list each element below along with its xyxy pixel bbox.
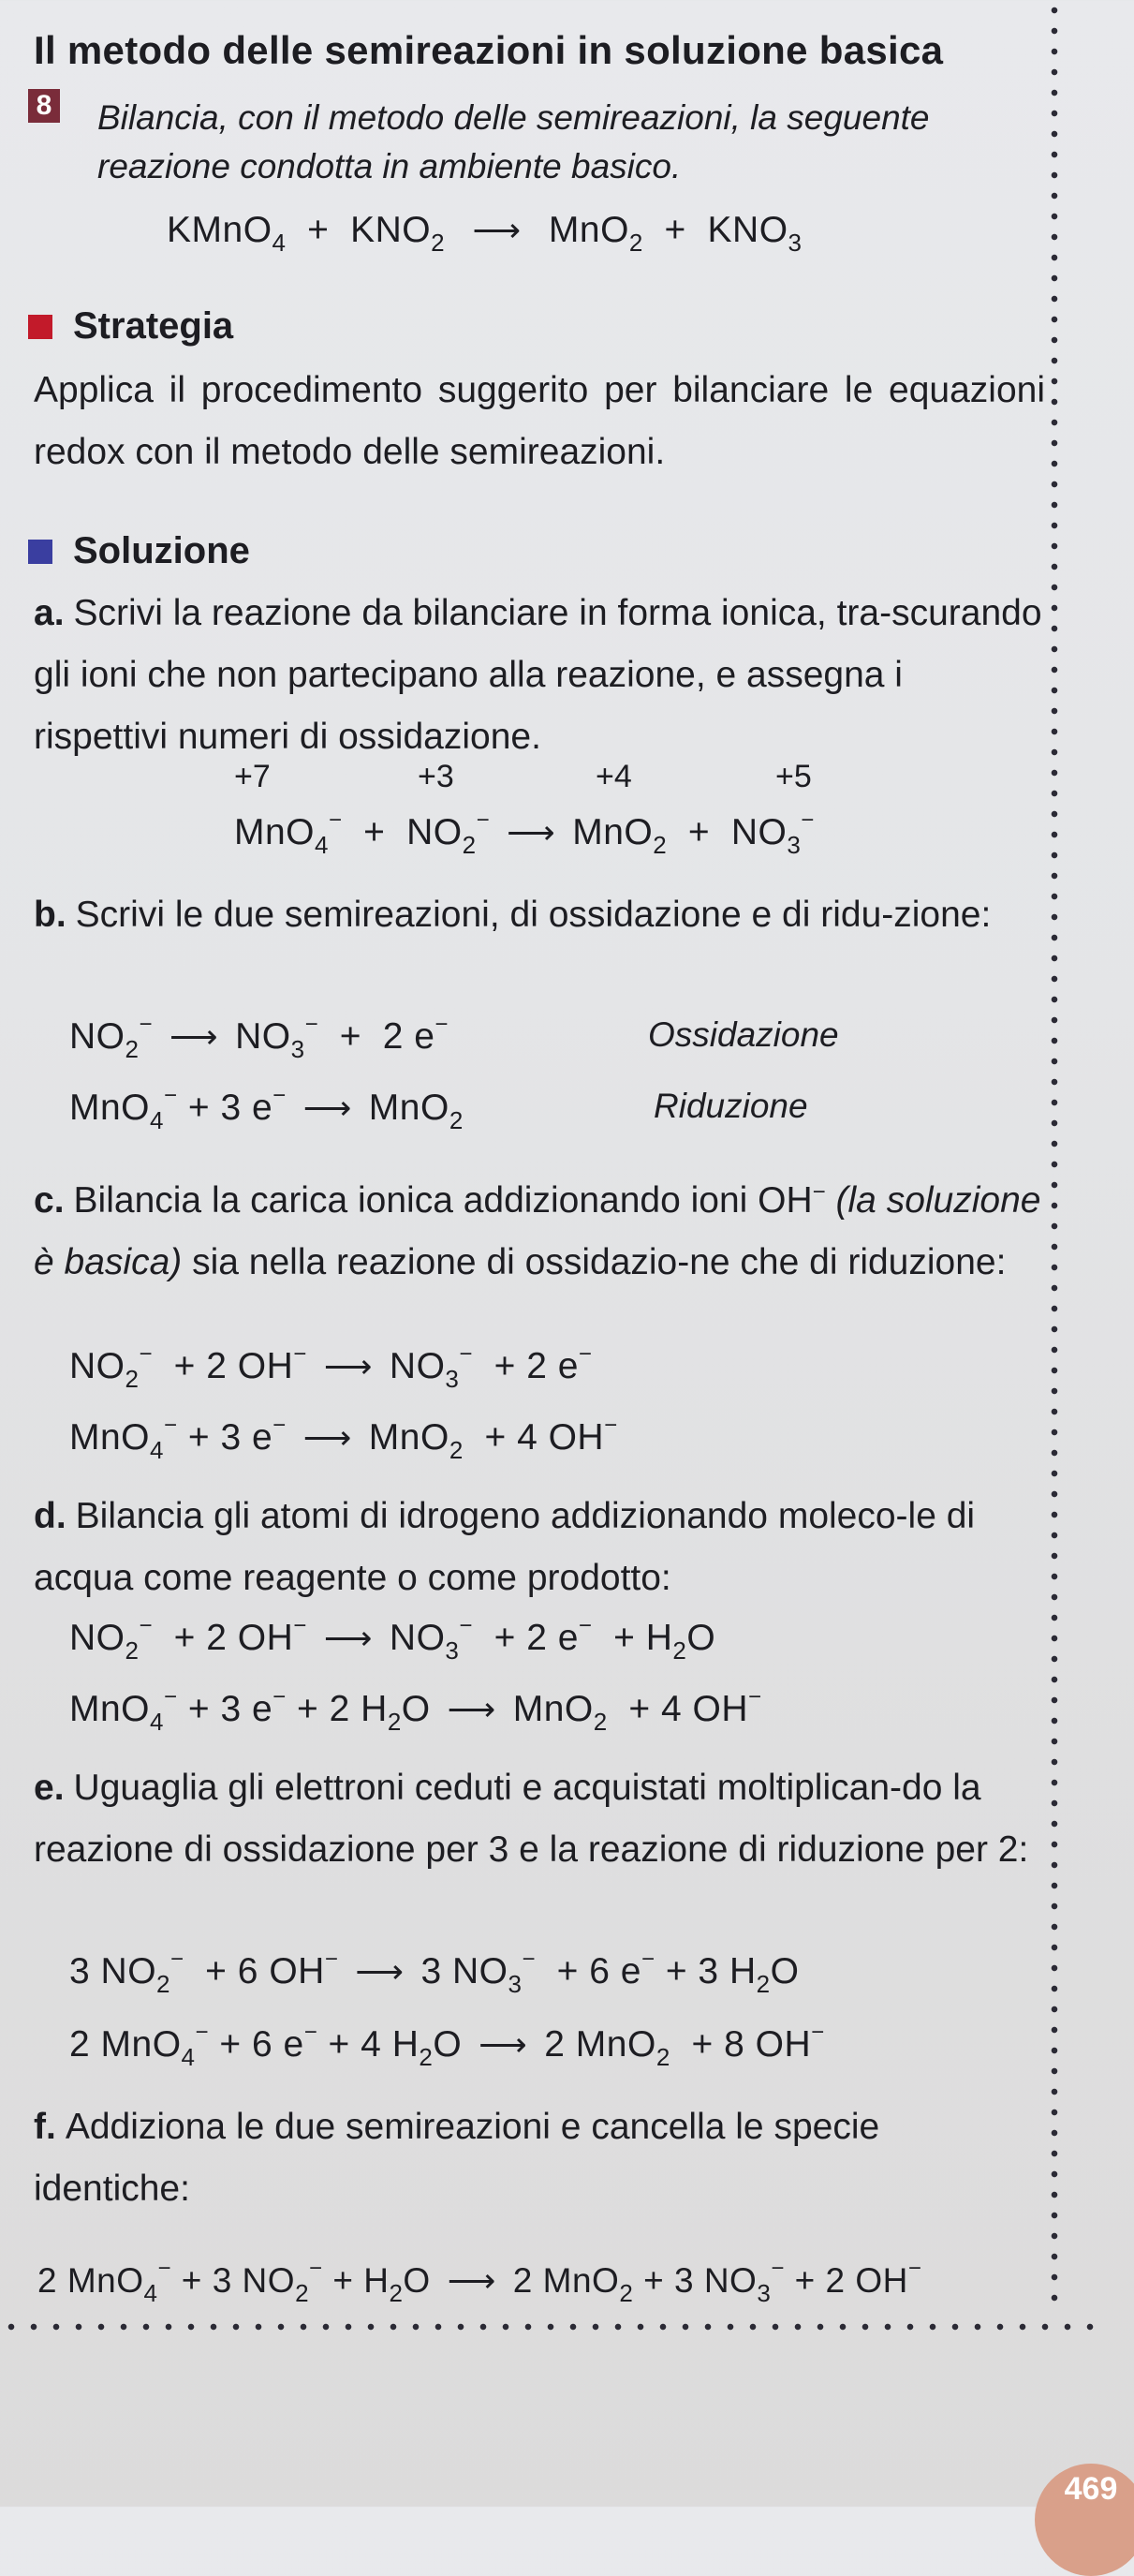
ox-number: +3 <box>418 759 454 794</box>
blue-square-icon <box>28 540 52 564</box>
ionic-equation: $MnO_4^- + NO_2^-$ ⟶ $MnO_2 + NO_3^-$ <box>234 807 815 859</box>
ox-number: +5 <box>775 759 812 794</box>
page-number: 469 <box>1035 2464 1134 2576</box>
strategia-heading: Strategia <box>28 305 233 348</box>
step-f: f. Addiziona le due semireazioni e cancella le specie identiche: <box>34 2107 880 2209</box>
ox-number: +7 <box>234 759 271 794</box>
half-reaction-ox: $NO_2^-$ ⟶ $NO_3^- + 2$ e− <box>69 1012 449 1063</box>
charge-balance-red: MnO$_4$− + 3 e− ⟶ MnO$_2$ + 4 OH− <box>69 1413 618 1464</box>
electron-balance-red: 2 MnO$_4$− + 6 e− + 4 $H_2O$ ⟶ 2 MnO$_2$ + 8 OH− <box>69 2020 825 2071</box>
step-d: d. Bilancia gli atomi di idrogeno addizionando moleco-le di acqua come reagente o come prodotto: <box>34 1496 976 1598</box>
exercise-prompt: Bilancia, con il metodo delle semireazioni, la seguente reazione condotta in ambiente basico. <box>97 98 930 185</box>
half-reaction-red: MnO$_4$− + 3 e− ⟶ MnO$_2$ <box>69 1083 464 1134</box>
exercise-number: 8 <box>28 89 60 123</box>
page-title: Il metodo delle semireazioni in soluzione basica <box>34 28 944 72</box>
electron-balance-ox: 3 $NO_2^- + 6$ OH− ⟶ 3 $NO_3^- + 6$ e− + 3 $H_2O$ <box>69 1947 800 1998</box>
dotted-border-bottom <box>0 2321 1105 2332</box>
strategia-text: Applica il procedimento suggerito per bilanciare le equazioni redox con il metodo delle semireazioni. <box>34 370 1045 472</box>
step-c: c. Bilancia la carica ionica addizionando ioni OH− (la soluzione è basica) sia nella reazione di ossidazio-ne che di riduzione: <box>34 1179 1041 1282</box>
soluzione-heading: Soluzione <box>28 530 250 572</box>
step-a: a. Scrivi la reazione da bilanciare in forma ionica, tra-scurando gli ioni che non partecipano alla reazione, e assegna i rispettivi numeri di ossidazione. <box>34 593 1042 757</box>
hydrogen-balance-ox: $NO_2^- + 2$ OH− ⟶ $NO_3^- + 2$ $e^- + H_2O$ <box>69 1613 716 1665</box>
step-e: e. Uguaglia gli elettroni ceduti e acquistati moltiplican-do la reazione di ossidazione per 3 e la reazione di riduzione per 2: <box>34 1768 1029 1870</box>
hydrogen-balance-red: MnO$_4$− + 3 e− + 2 $H_2O$ ⟶ MnO$_2$ + 4 OH− <box>69 1684 762 1736</box>
step-b: b. Scrivi le due semireazioni, di ossidazione e di ridu-zione: <box>34 895 992 935</box>
final-equation: 2 MnO$_4$− + 3 $NO_2^- + H_2O$ ⟶ 2 MnO$_2$ + 3 $NO_3^- + 2$ OH− <box>37 2256 922 2307</box>
label-reduction: Riduzione <box>654 1087 808 1125</box>
dotted-border-right <box>1049 0 1060 2304</box>
label-oxidation: Ossidazione <box>648 1015 839 1054</box>
charge-balance-ox: $NO_2^- + 2$ OH− ⟶ $NO_3^- + 2$ e− <box>69 1341 593 1393</box>
red-square-icon <box>28 315 52 339</box>
ox-number: +4 <box>596 759 632 794</box>
main-equation: KMnO$_4$ + $KNO_2$ ⟶ $MnO_2 + KNO_3$ <box>167 210 803 257</box>
